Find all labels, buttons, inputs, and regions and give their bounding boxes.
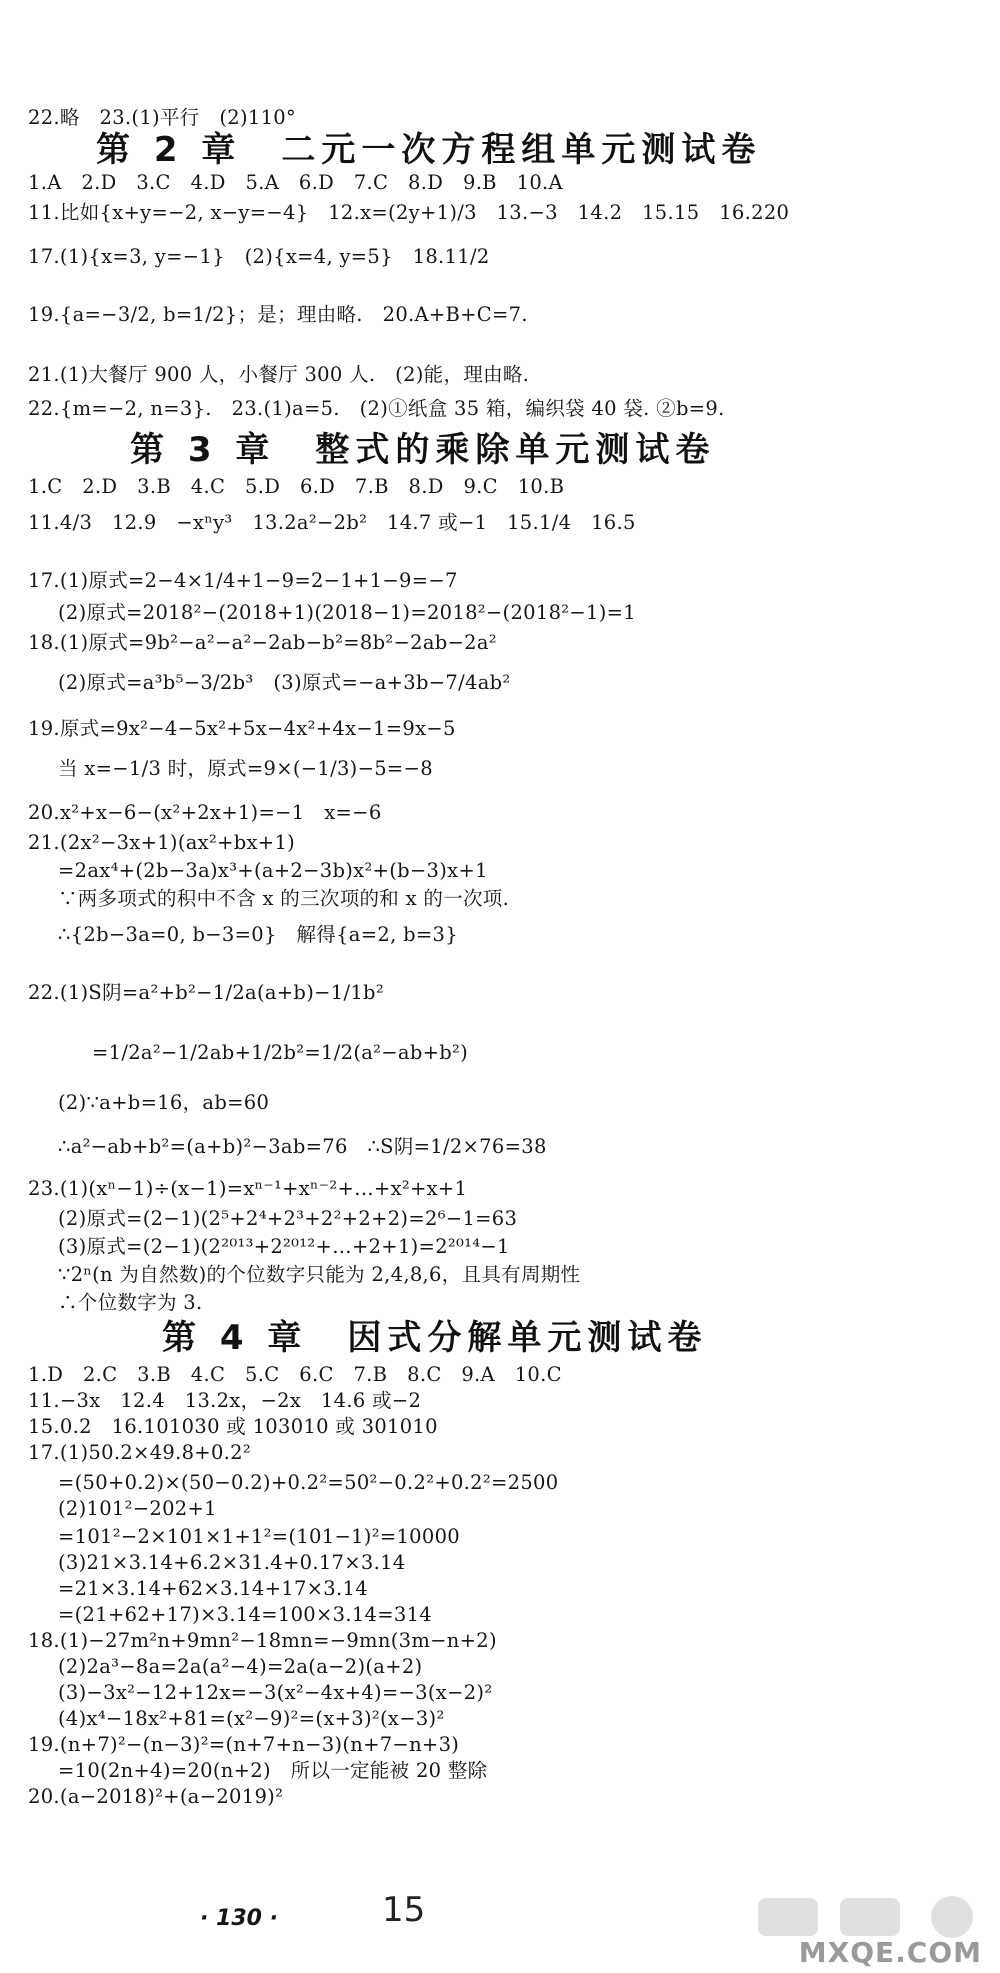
answer-line: 19.原式=9x²−4−5x²+5x−4x²+4x−1=9x−5 — [28, 717, 456, 740]
answer-line: (2)原式=(2−1)(2⁵+2⁴+2³+2²+2+2)=2⁶−1=63 — [58, 1207, 518, 1230]
answer-line: (2)2a³−8a=2a(a²−4)=2a(a−2)(a+2) — [58, 1655, 423, 1678]
answer-line: ∴{2b−3a=0, b−3=0} 解得{a=2, b=3} — [58, 923, 458, 946]
answer-line: (3)21×3.14+6.2×31.4+0.17×3.14 — [58, 1551, 406, 1574]
answer-line: ∴个位数字为 3. — [58, 1291, 203, 1314]
answer-line: 17.(1)50.2×49.8+0.2² — [28, 1441, 251, 1464]
answer-line: =1/2a²−1/2ab+1/2b²=1/2(a²−ab+b²) — [92, 1041, 469, 1064]
answer-line: =10(2n+4)=20(n+2) 所以一定能被 20 整除 — [58, 1759, 488, 1782]
answer-line: (3)−3x²−12+12x=−3(x²−4x+4)=−3(x−2)² — [58, 1681, 493, 1704]
answer-line: 20.(a−2018)²+(a−2019)² — [28, 1785, 284, 1808]
answer-line: (3)原式=(2−1)(2²⁰¹³+2²⁰¹²+…+2+1)=2²⁰¹⁴−1 — [58, 1235, 510, 1258]
watermark-url: MXQE.COM — [798, 1936, 982, 1969]
answer-line: (2)∵a+b=16，ab=60 — [58, 1091, 270, 1114]
answer-line: =(21+62+17)×3.14=100×3.14=314 — [58, 1603, 433, 1626]
chapter-heading-2: 第 2 章 二元一次方程组单元测试卷 — [96, 130, 762, 170]
answer-line: 当 x=−1/3 时，原式=9×(−1/3)−5=−8 — [58, 757, 433, 780]
answer-line: 15.0.2 16.101030 或 103010 或 301010 — [28, 1415, 438, 1438]
answer-line: 1.D 2.C 3.B 4.C 5.C 6.C 7.B 8.C 9.A 10.C — [28, 1363, 562, 1386]
answer-line: =21×3.14+62×3.14+17×3.14 — [58, 1577, 368, 1600]
answer-line: 17.(1){x=3, y=−1} (2){x=4, y=5} 18.11/2 — [28, 245, 490, 268]
answer-line: 23.(1)(xⁿ−1)÷(x−1)=xⁿ⁻¹+xⁿ⁻²+…+x²+x+1 — [28, 1177, 468, 1200]
answer-line: 19.(n+7)²−(n−3)²=(n+7+n−3)(n+7−n+3) — [28, 1733, 460, 1756]
answer-line: 19.{a=−3/2, b=1/2}；是；理由略. 20.A+B+C=7. — [28, 303, 528, 326]
answer-line: 1.C 2.D 3.B 4.C 5.D 6.D 7.B 8.D 9.C 10.B — [28, 475, 565, 498]
answer-line: ∵两多项式的积中不含 x 的三次项的和 x 的一次项. — [58, 887, 510, 910]
answer-line: =(50+0.2)×(50−0.2)+0.2²=50²−0.2²+0.2²=2500 — [58, 1471, 559, 1494]
answer-line: 18.(1)−27m²n+9mn²−18mn=−9mn(3m−n+2) — [28, 1629, 497, 1652]
answer-line: =101²−2×101×1+1²=(101−1)²=10000 — [58, 1525, 460, 1548]
answer-line: 22.{m=−2, n=3}. 23.(1)a=5. (2)①纸盒 35 箱，编织袋 40 袋. ②b=9. — [28, 397, 725, 420]
chapter-heading-3: 第 3 章 整式的乘除单元测试卷 — [130, 430, 716, 470]
answer-line: 22.略 23.(1)平行 (2)110° — [28, 106, 297, 129]
answer-line: 11.−3x 12.4 13.2x，−2x 14.6 或−2 — [28, 1389, 422, 1412]
answer-line: 22.(1)S阴=a²+b²−1/2a(a+b)−1/1b² — [28, 981, 384, 1004]
answer-line: 21.(1)大餐厅 900 人，小餐厅 300 人. (2)能，理由略. — [28, 363, 530, 386]
answer-line: 11.4/3 12.9 −xⁿy³ 13.2a²−2b² 14.7 或−1 15.1/4 16.5 — [28, 511, 636, 534]
page-number: · 130 · — [200, 1906, 278, 1931]
watermark — [748, 1892, 988, 1972]
answer-line: (2)原式=2018²−(2018+1)(2018−1)=2018²−(2018²−1)=1 — [58, 601, 636, 624]
answer-line: ∵2ⁿ(n 为自然数)的个位数字只能为 2,4,8,6，且具有周期性 — [58, 1263, 581, 1286]
answer-line: (2)原式=a³b⁵−3/2b³ (3)原式=−a+3b−7/4ab² — [58, 671, 511, 694]
watermark-logo-icon — [756, 1894, 986, 1940]
chapter-heading-4: 第 4 章 因式分解单元测试卷 — [162, 1318, 708, 1358]
answer-line: 11.比如{x+y=−2, x−y=−4} 12.x=(2y+1)/3 13.−3 14.2 15.15 16.220 — [28, 201, 790, 224]
answer-line: 21.(2x²−3x+1)(ax²+bx+1) — [28, 831, 296, 854]
answer-line: ∴a²−ab+b²=(a+b)²−3ab=76 ∴S阴=1/2×76=38 — [58, 1135, 547, 1158]
answer-line: (2)101²−202+1 — [58, 1497, 217, 1520]
answer-line: 1.A 2.D 3.C 4.D 5.A 6.D 7.C 8.D 9.B 10.A — [28, 171, 563, 194]
answer-line: 18.(1)原式=9b²−a²−a²−2ab−b²=8b²−2ab−2a² — [28, 631, 497, 654]
handwritten-mark: 15 — [382, 1890, 426, 1930]
answer-line: =2ax⁴+(2b−3a)x³+(a+2−3b)x²+(b−3)x+1 — [58, 859, 488, 882]
answer-line: (4)x⁴−18x²+81=(x²−9)²=(x+3)²(x−3)² — [58, 1707, 445, 1730]
answer-line: 17.(1)原式=2−4×1/4+1−9=2−1+1−9=−7 — [28, 569, 458, 592]
answer-line: 20.x²+x−6−(x²+2x+1)=−1 x=−6 — [28, 801, 382, 824]
